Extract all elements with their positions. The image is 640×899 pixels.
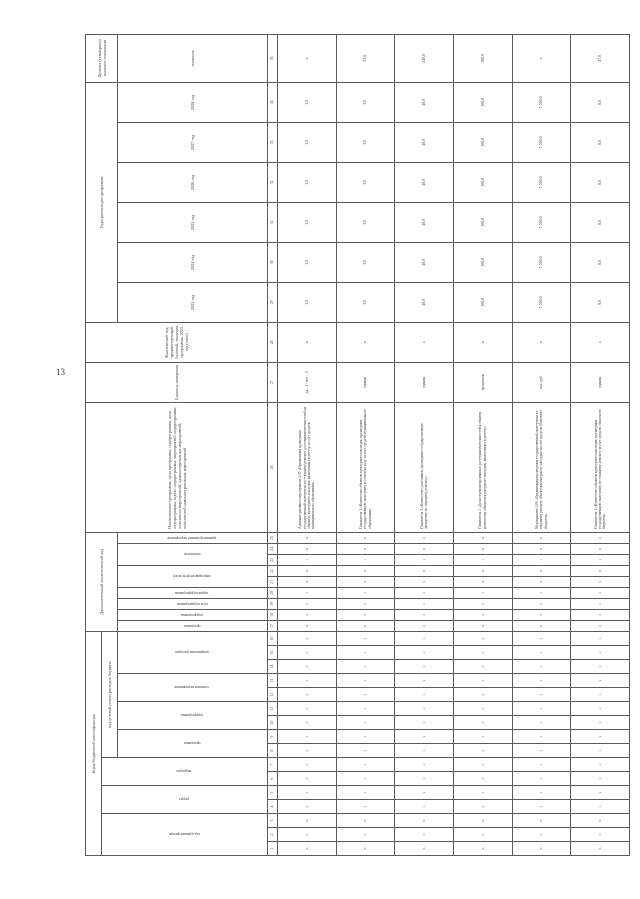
code-cell: х bbox=[278, 800, 337, 814]
code-cell: х bbox=[278, 786, 337, 800]
ac-goal-header: цель подпрограммы bbox=[118, 598, 268, 609]
column-number: 5 bbox=[268, 786, 278, 800]
item-name-cell: Административное мероприятие 2.05 «Организация проведения государственной экспертизы по текущему ремонту достопримечательностей на объектах культурного наследия, включенных в реестр за счет средств муниципального образования» bbox=[278, 402, 337, 532]
activity-code-cell: 2 bbox=[512, 598, 571, 609]
code-cell: 2 bbox=[278, 828, 337, 842]
code-cell: х bbox=[395, 716, 454, 730]
code-cell: х bbox=[278, 688, 337, 702]
code-cell: 0 bbox=[454, 842, 513, 856]
codes-header: Коды бюджетной классификации bbox=[86, 631, 102, 855]
goal-value-cell: х bbox=[278, 34, 337, 82]
code-cell: х bbox=[512, 758, 571, 772]
code-cell: х bbox=[454, 688, 513, 702]
column-number: 30 bbox=[268, 242, 278, 282]
code-cell: х bbox=[336, 660, 395, 674]
column-number: 15 bbox=[268, 646, 278, 660]
activity-code-cell: 1 bbox=[336, 554, 395, 565]
activity-code-cell: 3 bbox=[454, 609, 513, 620]
activity-code-cell: 0 bbox=[395, 543, 454, 554]
year-value-cell: 9,0 bbox=[571, 282, 630, 322]
activity-code-cell: 0 bbox=[395, 576, 454, 587]
code-cell: х bbox=[454, 800, 513, 814]
activity-code-cell: 3 bbox=[571, 609, 630, 620]
code-cell: х bbox=[454, 646, 513, 660]
activity-code-cell: 0 bbox=[571, 620, 630, 631]
year-value-cell: 8,0 bbox=[571, 82, 630, 122]
table-row bbox=[395, 34, 454, 855]
code-cell: х bbox=[512, 772, 571, 786]
code-cell: 2 bbox=[454, 828, 513, 842]
activity-code-header: Дополнительный аналитический код bbox=[86, 532, 118, 631]
code-cell: х bbox=[336, 702, 395, 716]
column-number: 25 bbox=[268, 532, 278, 543]
code-cell: х bbox=[278, 646, 337, 660]
code-cell: х bbox=[336, 744, 395, 758]
column-number: 2 bbox=[268, 828, 278, 842]
ac-event-header: мероприятие (результат) bbox=[118, 565, 268, 587]
code-cell: х bbox=[454, 674, 513, 688]
code-cell: х bbox=[571, 702, 630, 716]
code-cell: х bbox=[454, 702, 513, 716]
activity-code-cell: 1 bbox=[454, 554, 513, 565]
code-cell: х bbox=[395, 646, 454, 660]
activity-code-cell: 1 bbox=[571, 554, 630, 565]
activity-code-cell: 0 bbox=[571, 532, 630, 543]
column-number: 21 bbox=[268, 576, 278, 587]
code-cell: х bbox=[512, 786, 571, 800]
code-cell: х bbox=[454, 744, 513, 758]
activity-code-cell: 1 bbox=[278, 554, 337, 565]
code-cell: х bbox=[395, 744, 454, 758]
activity-code-cell: 1 bbox=[278, 587, 337, 598]
column-number: 27 bbox=[268, 362, 278, 402]
year-value-cell: 3,0 bbox=[336, 82, 395, 122]
code-cell: х bbox=[278, 716, 337, 730]
ac-program-header: программа bbox=[118, 620, 268, 631]
year-value-cell: 8,0 bbox=[571, 162, 630, 202]
code-cell: х bbox=[512, 688, 571, 702]
code-cell: х bbox=[336, 646, 395, 660]
code-cell: х bbox=[336, 730, 395, 744]
activity-code-cell: 0 bbox=[278, 576, 337, 587]
code-cell: 0 bbox=[571, 842, 630, 856]
column-number: 26 bbox=[268, 402, 278, 532]
year-value-cell: 1 050,0 bbox=[512, 242, 571, 282]
ac-task-header: задача подпрограммы bbox=[118, 587, 268, 598]
column-number: 18 bbox=[268, 609, 278, 620]
activity-code-cell: 1 bbox=[395, 554, 454, 565]
activity-code-cell: 0 bbox=[336, 620, 395, 631]
page-number: 13 bbox=[56, 367, 65, 377]
activity-code-cell: 0 bbox=[571, 543, 630, 554]
code-cell: 0 bbox=[395, 814, 454, 828]
year-value-cell: 1,0 bbox=[278, 202, 337, 242]
admin-code-header: код администратора bbox=[102, 814, 268, 856]
activity-code-cell: 0 bbox=[512, 543, 571, 554]
code-cell: х bbox=[571, 800, 630, 814]
year-value-cell: 1,0 bbox=[278, 242, 337, 282]
goal-header: Целевое (суммарное) значение показателя bbox=[86, 34, 118, 82]
code-cell: х bbox=[454, 786, 513, 800]
ac-admin-event-header: административное мероприятие bbox=[118, 532, 268, 543]
column-number: 11 bbox=[268, 702, 278, 716]
code-cell: 0 bbox=[278, 842, 337, 856]
ac-indicator-header: показатель bbox=[118, 543, 268, 565]
year-value-cell: 1 050,0 bbox=[512, 202, 571, 242]
column-number: 16 bbox=[268, 631, 278, 645]
year-value-cell: 40,0 bbox=[395, 282, 454, 322]
base-value-cell: х bbox=[336, 322, 395, 362]
column-number: 34 bbox=[268, 82, 278, 122]
code-cell: х bbox=[571, 631, 630, 645]
year-value-cell: 40,0 bbox=[395, 82, 454, 122]
year-value-cell: 1,0 bbox=[278, 282, 337, 322]
activity-code-cell: 0 bbox=[395, 532, 454, 543]
activity-code-cell: 1 bbox=[512, 554, 571, 565]
activity-code-cell: 3 bbox=[512, 609, 571, 620]
year-value-cell: 3,0 bbox=[336, 282, 395, 322]
activity-code-cell: 1 bbox=[336, 587, 395, 598]
activity-code-cell: 1 bbox=[454, 587, 513, 598]
column-number: 10 bbox=[268, 716, 278, 730]
year-value-cell: 1 050,0 bbox=[512, 162, 571, 202]
year-value-cell: 1,0 bbox=[278, 82, 337, 122]
code-cell: х bbox=[395, 660, 454, 674]
activity-code-cell: 0 bbox=[571, 576, 630, 587]
name-header: Наименование программы, цели программы, подпрограммы, цели подпрограммы, задачи подпрограммы, мероприятий подпрограммы, показатели мероприятий, административных мероприятий, показателей административных мероприятий bbox=[86, 402, 268, 532]
base-value-header: Фактический год, предшествующий базовый, значения программы, 2023 год (план) bbox=[86, 322, 268, 362]
code-cell: х bbox=[395, 758, 454, 772]
section-header: раздел bbox=[102, 786, 268, 814]
code-cell: х bbox=[336, 716, 395, 730]
column-number: 8 bbox=[268, 744, 278, 758]
code-cell: 0 bbox=[336, 842, 395, 856]
table-row bbox=[454, 34, 513, 855]
activity-code-cell: 0 bbox=[395, 620, 454, 631]
activity-code-cell: 0 bbox=[512, 565, 571, 576]
code-cell: 2 bbox=[512, 828, 571, 842]
item-name-cell: Показатель 3 «Доля отремонтированных достопримечательностей к общему количеству объектов культурного наследия, включенных в реестр» bbox=[454, 402, 513, 532]
unit-header: Единица измерения bbox=[86, 362, 268, 402]
column-number: 22 bbox=[268, 565, 278, 576]
code-cell: х bbox=[395, 786, 454, 800]
code-cell: х bbox=[571, 744, 630, 758]
code-cell: х bbox=[278, 744, 337, 758]
unit-cell: единиц bbox=[336, 362, 395, 402]
unit-cell: тыс. руб. bbox=[512, 362, 571, 402]
year-value-cell: 100,0 bbox=[454, 122, 513, 162]
column-number: 7 bbox=[268, 758, 278, 772]
activity-code-cell: 0 bbox=[336, 565, 395, 576]
column-number: 9 bbox=[268, 730, 278, 744]
code-cell: х bbox=[336, 674, 395, 688]
code-cell: х bbox=[512, 646, 571, 660]
year-header: 2026 год bbox=[118, 162, 268, 202]
year-header: 2024 год bbox=[118, 242, 268, 282]
code-cell: 0 bbox=[571, 814, 630, 828]
year-value-cell: 3,0 bbox=[336, 202, 395, 242]
code-cell: х bbox=[336, 631, 395, 645]
activity-code-cell: 2 bbox=[395, 598, 454, 609]
code-cell: х bbox=[512, 631, 571, 645]
rotated-table-container bbox=[85, 35, 630, 856]
activity-code-cell: 1 bbox=[512, 587, 571, 598]
goal-value-cell: 21,0 bbox=[336, 34, 395, 82]
column-number: 19 bbox=[268, 598, 278, 609]
activity-code-cell: 0 bbox=[454, 532, 513, 543]
years-header: Годы реализации программы bbox=[86, 82, 118, 322]
code-cell: х bbox=[278, 674, 337, 688]
activity-code-cell: 0 bbox=[278, 532, 337, 543]
year-value-cell: 1 050,0 bbox=[512, 122, 571, 162]
year-value-cell: 100,0 bbox=[454, 202, 513, 242]
column-number: 31 bbox=[268, 202, 278, 242]
year-value-cell: 8,0 bbox=[571, 242, 630, 282]
table-row bbox=[512, 34, 571, 855]
code-cell: х bbox=[512, 744, 571, 758]
year-header: 2025 год bbox=[118, 282, 268, 322]
program-codes-header: код целевой статьи расходов бюджета bbox=[102, 631, 118, 757]
code-cell: 0 bbox=[278, 814, 337, 828]
code-cell: х bbox=[571, 786, 630, 800]
base-value-cell: х bbox=[454, 322, 513, 362]
activity-code-cell: 0 bbox=[512, 576, 571, 587]
code-cell: х bbox=[454, 716, 513, 730]
year-header: 2027 год bbox=[118, 122, 268, 162]
item-name-cell: Мероприятие 2.06 «Организация проведения государственной экспертизы по текущему ремонту объектов культурного наследия за счет средств областного бюджета» bbox=[512, 402, 571, 532]
activity-code-cell: 3 bbox=[336, 609, 395, 620]
activity-code-cell: 0 bbox=[454, 576, 513, 587]
code-cell: 0 bbox=[454, 814, 513, 828]
column-number: 35 bbox=[268, 34, 278, 82]
code-cell: х bbox=[395, 772, 454, 786]
unit-cell: единиц bbox=[395, 362, 454, 402]
year-value-cell: 1,0 bbox=[278, 162, 337, 202]
unit-cell: процентов bbox=[454, 362, 513, 402]
year-value-cell: 40,0 bbox=[395, 122, 454, 162]
column-number: 6 bbox=[268, 772, 278, 786]
year-value-cell: 100,0 bbox=[454, 242, 513, 282]
code-cell: х bbox=[454, 772, 513, 786]
activity-code-cell: 0 bbox=[512, 620, 571, 631]
goal-sub-header: значение bbox=[118, 34, 268, 82]
year-value-cell: 40,0 bbox=[395, 242, 454, 282]
goal-value-cell: 100,0 bbox=[454, 34, 513, 82]
item-name-cell: Показатель 2 «Количество участников, прошедших государственную экспертизу по текущему ремонту» bbox=[395, 402, 454, 532]
code-cell: х bbox=[571, 646, 630, 660]
activity-code-cell: 0 bbox=[512, 532, 571, 543]
activity-code-cell: 0 bbox=[336, 576, 395, 587]
code-cell: 2 bbox=[336, 828, 395, 842]
code-cell: х bbox=[395, 730, 454, 744]
goal-value-cell: 47,0 bbox=[571, 34, 630, 82]
column-number: 32 bbox=[268, 162, 278, 202]
program-col-header: программа bbox=[118, 730, 268, 758]
item-name-cell: Показатель 1 «Количество объектов культурного наследия, прошедших государственную экспертизу в отчетном году, за счет средств муниципального образования» bbox=[336, 402, 395, 532]
year-value-cell: 1,0 bbox=[278, 122, 337, 162]
activity-code-cell: 2 bbox=[454, 598, 513, 609]
code-cell: х bbox=[278, 758, 337, 772]
table-row bbox=[571, 34, 630, 855]
activity-code-cell: 2 bbox=[571, 598, 630, 609]
item-name-cell: Показатель 1 «Количество объектов культурного наследия, прошедших государственную экспертизу по текущему ремонту за счет средств областного бюджета» bbox=[571, 402, 630, 532]
code-cell: х bbox=[512, 800, 571, 814]
column-number: 29 bbox=[268, 282, 278, 322]
code-cell: х bbox=[571, 660, 630, 674]
base-value-cell: х bbox=[512, 322, 571, 362]
year-value-cell: 3,0 bbox=[336, 122, 395, 162]
code-cell: х bbox=[512, 660, 571, 674]
code-cell: х bbox=[512, 674, 571, 688]
year-value-cell: 3,0 bbox=[336, 242, 395, 282]
column-number: 4 bbox=[268, 800, 278, 814]
activity-code-cell: 1 bbox=[395, 587, 454, 598]
year-value-cell: 8,0 bbox=[571, 122, 630, 162]
base-value-cell: х bbox=[571, 322, 630, 362]
code-cell: х bbox=[278, 660, 337, 674]
code-cell: х bbox=[454, 631, 513, 645]
main-event-col-header: основное мероприятие bbox=[118, 674, 268, 702]
activity-code-cell: 0 bbox=[395, 565, 454, 576]
subsection-header: подраздел bbox=[102, 758, 268, 786]
activity-code-cell: 0 bbox=[278, 620, 337, 631]
column-number: 23 bbox=[268, 554, 278, 565]
column-number-row bbox=[268, 34, 278, 855]
code-cell: х bbox=[336, 688, 395, 702]
code-cell: 0 bbox=[512, 814, 571, 828]
code-cell: 2 bbox=[571, 828, 630, 842]
column-number: 24 bbox=[268, 543, 278, 554]
table-row bbox=[336, 34, 395, 855]
unit-cell: единиц bbox=[571, 362, 630, 402]
ac-subprogram-header: подпрограмма bbox=[118, 609, 268, 620]
code-cell: х bbox=[571, 758, 630, 772]
table-row bbox=[278, 34, 337, 855]
activity-code-cell: 0 bbox=[454, 543, 513, 554]
activity-code-cell: 0 bbox=[571, 565, 630, 576]
code-cell: х bbox=[454, 730, 513, 744]
code-cell: х bbox=[571, 716, 630, 730]
column-number: 1 bbox=[268, 842, 278, 856]
activity-code-cell: 0 bbox=[278, 565, 337, 576]
year-value-cell: 100,0 bbox=[454, 162, 513, 202]
code-cell: 2 bbox=[395, 828, 454, 842]
code-cell: х bbox=[395, 631, 454, 645]
activity-code-cell: 2 bbox=[336, 598, 395, 609]
activity-code-cell: 0 bbox=[454, 620, 513, 631]
code-cell: х bbox=[512, 716, 571, 730]
code-cell: х bbox=[454, 660, 513, 674]
code-cell: х bbox=[278, 702, 337, 716]
code-cell: х bbox=[336, 772, 395, 786]
activity-code-cell: 0 bbox=[336, 543, 395, 554]
program-indicators-table bbox=[85, 34, 630, 856]
code-cell: х bbox=[278, 631, 337, 645]
column-number: 33 bbox=[268, 122, 278, 162]
column-number: 12 bbox=[268, 688, 278, 702]
code-cell: х bbox=[336, 758, 395, 772]
base-value-cell: х bbox=[278, 322, 337, 362]
goal-value-cell: х bbox=[512, 34, 571, 82]
year-value-cell: 100,0 bbox=[454, 282, 513, 322]
code-cell: х bbox=[454, 758, 513, 772]
code-cell: х bbox=[336, 800, 395, 814]
code-cell: х bbox=[336, 786, 395, 800]
code-cell: х bbox=[278, 772, 337, 786]
year-value-cell: 1 050,0 bbox=[512, 282, 571, 322]
activity-code-cell: 3 bbox=[395, 609, 454, 620]
activity-code-cell: 2 bbox=[278, 598, 337, 609]
column-number: 17 bbox=[268, 620, 278, 631]
code-cell: х bbox=[512, 730, 571, 744]
column-number: 14 bbox=[268, 660, 278, 674]
column-number: 13 bbox=[268, 674, 278, 688]
code-cell: х bbox=[395, 702, 454, 716]
subprogram-col-header: подпрограмма bbox=[118, 702, 268, 730]
activity-code-cell: 0 bbox=[454, 565, 513, 576]
year-value-cell: 100,0 bbox=[454, 82, 513, 122]
column-number: 20 bbox=[268, 587, 278, 598]
code-cell: 0 bbox=[336, 814, 395, 828]
code-cell: х bbox=[571, 730, 630, 744]
code-cell: х bbox=[571, 688, 630, 702]
table-body bbox=[268, 34, 630, 855]
activity-code-cell: 0 bbox=[278, 543, 337, 554]
code-cell: х bbox=[395, 800, 454, 814]
activity-code-cell: 3 bbox=[278, 609, 337, 620]
code-cell: х bbox=[395, 674, 454, 688]
year-value-cell: 40,0 bbox=[395, 162, 454, 202]
year-value-cell: 8,0 bbox=[571, 202, 630, 242]
activity-code-cell: 1 bbox=[571, 587, 630, 598]
code-cell: 0 bbox=[512, 842, 571, 856]
year-value-cell: 1 050,0 bbox=[512, 82, 571, 122]
year-value-cell: 3,0 bbox=[336, 162, 395, 202]
year-header: 2028 год bbox=[118, 82, 268, 122]
code-cell: х bbox=[571, 772, 630, 786]
code-cell: 0 bbox=[395, 842, 454, 856]
year-header: 2025 год bbox=[118, 202, 268, 242]
goal-value-cell: 240,0 bbox=[395, 34, 454, 82]
column-number: 3 bbox=[268, 814, 278, 828]
code-cell: х bbox=[395, 688, 454, 702]
unit-cell: да – 1 / нет – 0 bbox=[278, 362, 337, 402]
code-cell: х bbox=[512, 702, 571, 716]
code-cell: х bbox=[571, 674, 630, 688]
expense-direction-col-header: направление расходов bbox=[118, 631, 268, 673]
column-number: 28 bbox=[268, 322, 278, 362]
year-value-cell: 40,0 bbox=[395, 202, 454, 242]
base-value-cell: х bbox=[395, 322, 454, 362]
code-cell: х bbox=[278, 730, 337, 744]
activity-code-cell: 0 bbox=[336, 532, 395, 543]
